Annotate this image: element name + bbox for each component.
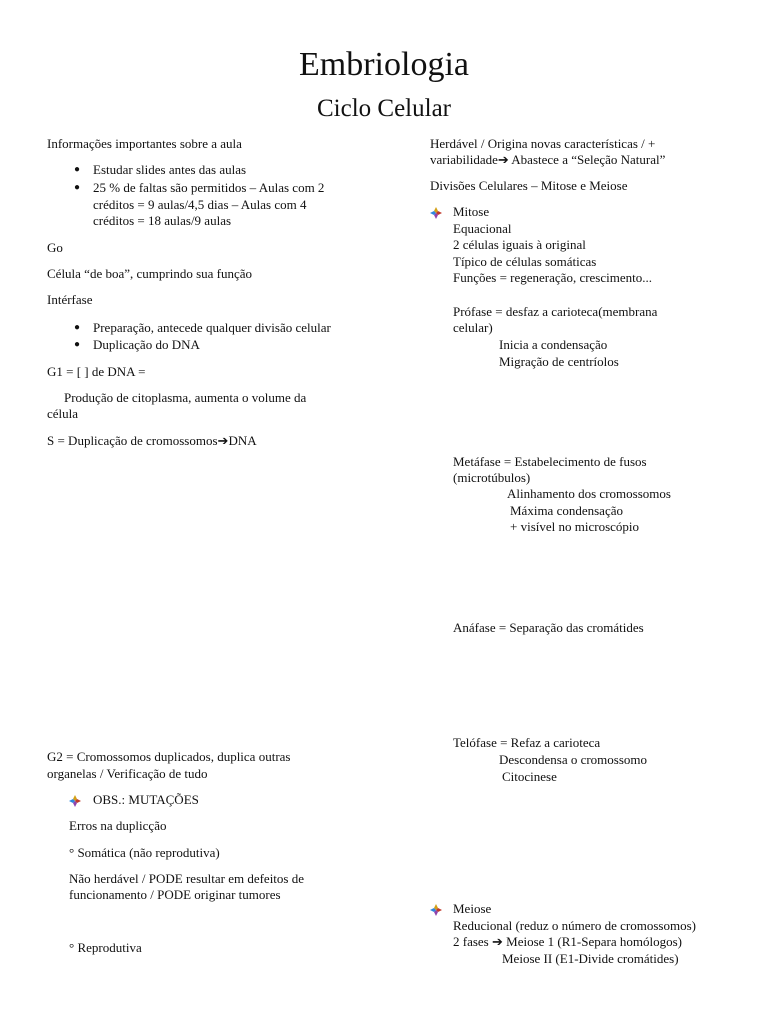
info-item: créditos = 9 aulas/4,5 dias – Aulas com 4: [93, 197, 307, 212]
g1-description: célula: [47, 406, 79, 421]
profase-item: Migração de centríolos: [499, 354, 619, 369]
telofase-item: Descondensa o cromossomo: [499, 752, 648, 767]
go-label: Go: [47, 240, 63, 255]
bullet-icon: ●: [74, 182, 81, 193]
diamond-bullet-icon: [430, 207, 442, 219]
bullet-icon: ●: [74, 164, 81, 175]
arrow-right-icon: ➔: [497, 152, 509, 167]
page-subtitle: Ciclo Celular: [317, 95, 451, 122]
metafase-text: Metáfase = Estabelecimento de fusos: [453, 454, 647, 469]
diamond-bullet-icon: [430, 904, 442, 916]
nao-herdavel-text: funcionamento / PODE originar tumores: [69, 887, 281, 902]
interfase-item: Duplicação do DNA: [93, 337, 200, 352]
meiose-line: [453, 934, 682, 951]
info-heading: Informações importantes sobre a aula: [47, 136, 242, 151]
page-title: Embriologia: [299, 46, 469, 83]
mitose-line: 2 células iguais à original: [453, 237, 586, 252]
info-item: 25 % de faltas são permitidos – Aulas com 2: [93, 180, 325, 195]
interfase-heading: Intérfase: [47, 292, 93, 307]
mitose-line: Funções = regeneração, crescimento...: [453, 270, 652, 285]
nao-herdavel-text: Não herdável / PODE resultar em defeitos de: [69, 871, 305, 886]
herdavel-result: Abastece a “Seleção Natural”: [508, 152, 666, 167]
s-label: S = Duplicação de cromossomos: [47, 433, 218, 448]
meiose-line: Meiose II (E1-Divide cromátides): [502, 951, 679, 966]
s-text: [47, 433, 257, 450]
telofase-item: Citocinese: [502, 769, 557, 784]
info-item: Estudar slides antes das aulas: [93, 162, 247, 177]
mitose-heading: Mitose: [453, 204, 490, 219]
mitose-line: Equacional: [453, 221, 512, 236]
g2-text: organelas / Verificação de tudo: [47, 766, 208, 781]
anafase-text: Anáfase = Separação das cromátides: [453, 620, 644, 635]
bullet-icon: ●: [74, 322, 81, 333]
arrow-right-icon: ➔: [217, 433, 229, 448]
metafase-item: + visível no microscópio: [510, 519, 640, 534]
herdavel-text: [430, 152, 665, 169]
s-result: DNA: [228, 433, 257, 448]
g2-text: G2 = Cromossomos duplicados, duplica outras: [47, 749, 291, 764]
herdavel-label: variabilidade: [430, 152, 498, 167]
g1-text: G1 = [ ] de DNA =: [47, 364, 146, 379]
info-item: créditos = 18 aulas/9 aulas: [93, 213, 232, 228]
arrow-right-icon: ➔: [492, 934, 503, 949]
mitose-line: Típico de células somáticas: [453, 254, 597, 269]
erros-text: Erros na duplicção: [69, 818, 167, 833]
meiose-fases-label: 2 fases: [453, 934, 492, 949]
profase-text: celular): [453, 320, 493, 335]
profase-text: Prófase = desfaz a carioteca(membrana: [453, 304, 658, 319]
bullet-icon: ●: [74, 339, 81, 350]
metafase-item: Alinhamento dos cromossomos: [507, 486, 671, 501]
herdavel-text: Herdável / Origina novas características / +: [430, 136, 656, 151]
meiose-heading: Meiose: [453, 901, 492, 916]
profase-item: Inicia a condensação: [499, 337, 608, 352]
somatica-text: ° Somática (não reprodutiva): [69, 845, 220, 860]
diamond-bullet-icon: [69, 795, 81, 807]
telofase-text: Telófase = Refaz a carioteca: [453, 735, 601, 750]
meiose-fases-result: Meiose 1 (R1-Separa homólogos): [502, 934, 682, 949]
obs-heading: OBS.: MUTAÇÕES: [93, 792, 199, 807]
meiose-line: Reducional (reduz o número de cromossomos): [453, 918, 696, 933]
reprodutiva-text: ° Reprodutiva: [69, 940, 142, 955]
metafase-item: Máxima condensação: [510, 503, 623, 518]
interfase-item: Preparação, antecede qualquer divisão celular: [93, 320, 331, 335]
celula-text: Célula “de boa”, cumprindo sua função: [47, 266, 253, 281]
divisoes-heading: Divisões Celulares – Mitose e Meiose: [430, 178, 628, 193]
metafase-text: (microtúbulos): [453, 470, 531, 485]
g1-description: Produção de citoplasma, aumenta o volume da: [64, 390, 307, 405]
